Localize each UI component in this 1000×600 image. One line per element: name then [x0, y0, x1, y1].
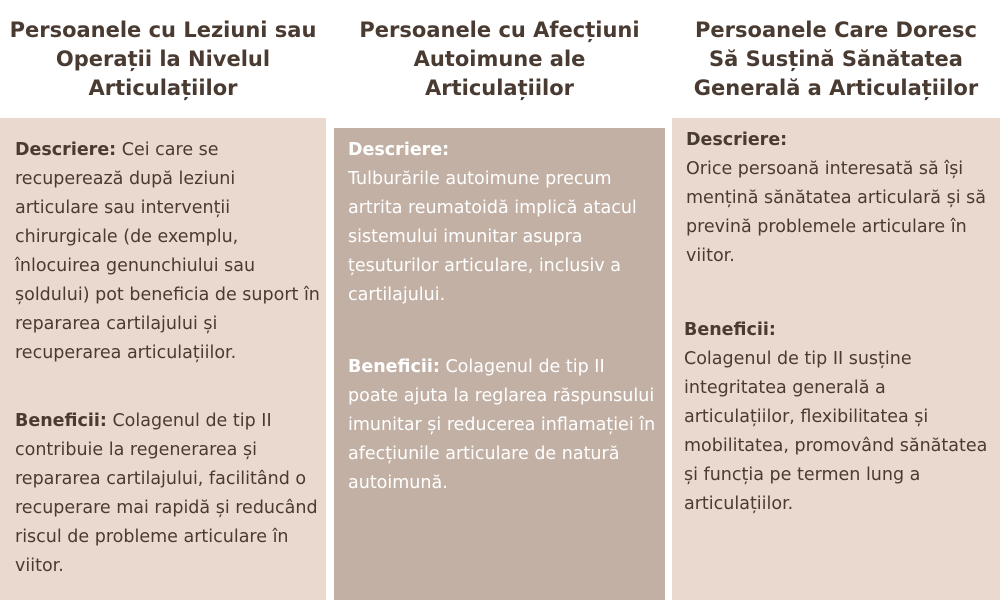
description-label: Descriere:	[15, 140, 117, 160]
column-body	[334, 118, 665, 600]
column-title: Persoanele cu Afecțiuni Autoimune ale Articulațiilor	[334, 0, 665, 118]
description-content: Cei care se recuperează după leziuni articulare sau intervenții chirurgicale (de exemplu, înlocuirea genunchiului sau șoldului) pot beneficia de suport în repararea cartilajului și recuperarea articulațiilor.	[15, 140, 320, 363]
description-text	[15, 136, 320, 368]
column-autoimmune	[334, 0, 665, 600]
benefits-content: Colagenul de tip II contribuie la regenerarea și repararea cartilajului, facilitând o recuperare mai rapidă și reducând riscul de probleme articulare în viitor.	[15, 411, 318, 576]
column-title: Persoanele Care Doresc Să Susțină Sănătatea Generală a Articulațiilor	[672, 0, 1000, 118]
column-panel	[334, 128, 665, 600]
description-content: Tulburările autoimune precum artrita reumatoidă implică atacul sistemului imunitar asupra țesuturilor articulare, inclusiv a cartilajului.	[348, 169, 637, 305]
benefits-content: Colagenul de tip II susține integritatea generală a articulațiilor, flexibilitatea și mobilitatea, promovând sănătatea și funcția pe termen lung a articulațiilor.	[684, 349, 988, 514]
benefits-text	[684, 316, 996, 519]
benefits-text	[15, 407, 320, 581]
column-injuries-surgery	[0, 0, 326, 600]
benefits-content: Colagenul de tip II poate ajuta la reglarea răspunsului imunitar și reducerea inflamației în afecțiunile articulare de natură autoimună.	[348, 357, 656, 493]
benefits-label: Beneficii:	[15, 411, 107, 431]
description-label: Descriere:	[348, 140, 450, 160]
description-text	[686, 126, 998, 271]
description-text	[348, 136, 658, 310]
description-label: Descriere:	[686, 130, 788, 150]
benefits-label: Beneficii:	[348, 357, 440, 377]
column-body	[0, 118, 326, 600]
benefits-label: Beneficii:	[684, 320, 776, 340]
column-body	[672, 118, 1000, 600]
benefits-text	[348, 353, 658, 498]
column-general-health	[672, 0, 1000, 600]
column-title: Persoanele cu Leziuni sau Operații la Nivelul Articulațiilor	[0, 0, 326, 118]
description-content: Orice persoană interesată să își mențină sănătatea articulară și să prevină problemele articulare în viitor.	[686, 159, 986, 266]
